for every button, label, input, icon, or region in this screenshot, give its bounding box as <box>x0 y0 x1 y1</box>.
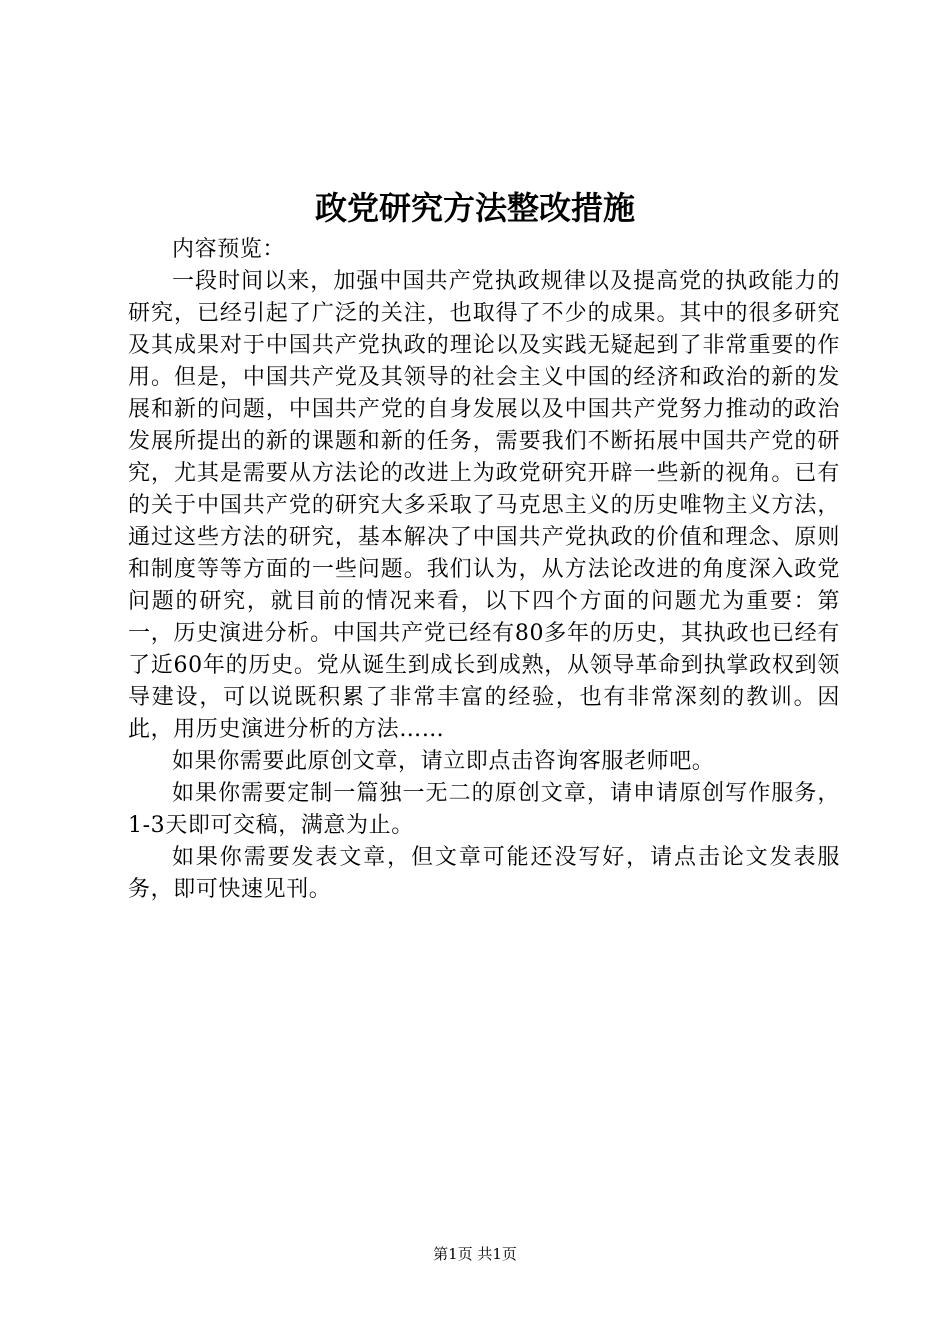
notice-consult: 如果你需要此原创文章，请立即点击咨询客服老师吧。 <box>172 749 715 774</box>
main-paragraph: 一段时间以来，加强中国共产党执政规律以及提高党的执政能力的研究，已经引起了广泛的关注，也取得了不少的成果。其中的很多研究及其成果对于中国共产党执政的理论以及实践无疑起到了非常重要的作用。但是，中国共产党及其领导的社会主义中国的经济和政治的新的发展和新的问题，中国共产党的自身发展以及中国共产党努力推动的政治发展所提出的新的课题和新的任务，需要我们不断拓展中国共产党的研究，尤其是需要从方法论的改进上为政党研究开辟一些新的视角。已有的关于中国共产党的研究大多采取了马克思主义的历史唯物主义方法，通过这些方法的研究，基本解决了中国共产党执政的价值和理念、原则和制度等等方面的一些问题。我们认为，从方法论改进的角度深入政党问题的研究，就目前的情况来看，以下四个方面的问题尤为重要：第一，历史演进分析。中国共产党已经有80多年的历史，其执政也已经有了近60年的历史。党从诞生到成长到成熟，从领导革命到执掌政权到领导建设，可以说既积累了非常丰富的经验，也有非常深刻的教训。因此，用历史演进分析的方法…… <box>128 269 840 742</box>
document-body <box>128 234 840 906</box>
document-title: 政党研究方法整改措施 <box>314 189 635 227</box>
page-footer: 第1页 共1页 <box>433 1245 517 1263</box>
notice-publishing: 如果你需要发表文章，但文章可能还没写好，请点击论文发表服务，即可快速见刊。 <box>128 845 840 902</box>
notice-custom-writing: 如果你需要定制一篇独一无二的原创文章，请申请原创写作服务，1-3天即可交稿，满意为止。 <box>128 781 840 838</box>
preview-label: 内容预览： <box>172 237 286 262</box>
